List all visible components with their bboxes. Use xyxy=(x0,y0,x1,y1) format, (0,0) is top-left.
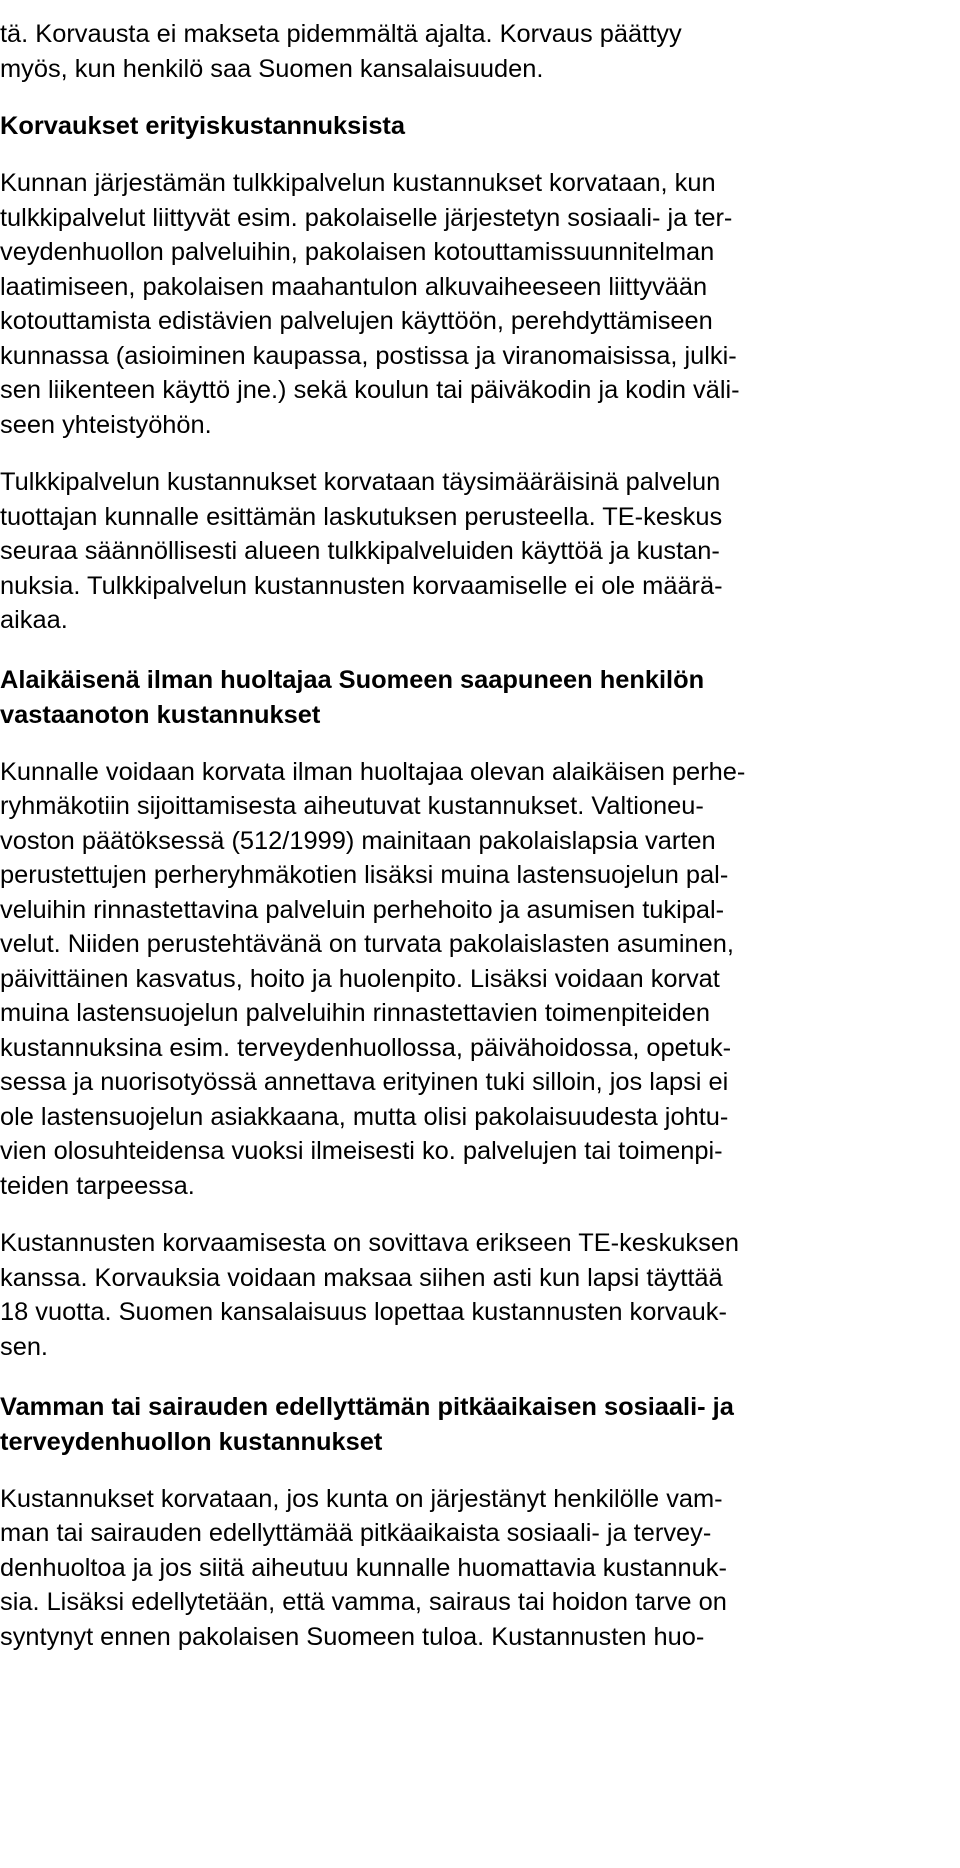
text-line: muina lastensuojelun palveluihin rinnastettavien toimenpiteiden xyxy=(0,999,710,1027)
text-line: vien olosuhteidensa vuoksi ilmeisesti ko. palvelujen tai toimenpi- xyxy=(0,1137,723,1165)
section-heading: Vamman tai sairauden edellyttämän pitkäaikaisen sosiaali- ja xyxy=(0,1393,734,1421)
section-heading: vastaanoton kustannukset xyxy=(0,701,321,729)
text-line: kanssa. Korvauksia voidaan maksaa siihen asti kun lapsi täyttää xyxy=(0,1264,723,1292)
text-line: tuottajan kunnalle esittämän laskutuksen perusteella. TE-keskus xyxy=(0,503,723,531)
text-line: ole lastensuojelun asiakkaana, mutta olisi pakolaisuudesta johtu- xyxy=(0,1103,729,1131)
text-line: veydenhuollon palveluihin, pakolaisen kotouttamissuunnitelman xyxy=(0,238,715,266)
section-heading: Alaikäisenä ilman huoltajaa Suomeen saapuneen henkilön xyxy=(0,666,705,694)
text-line: seuraa säännöllisesti alueen tulkkipalveluiden käyttöä ja kustan- xyxy=(0,537,720,565)
text-line: syntynyt ennen pakolaisen Suomeen tuloa. Kustannusten huo- xyxy=(0,1623,705,1651)
text-line: teiden tarpeessa. xyxy=(0,1172,195,1200)
text-line: sessa ja nuorisotyössä annettava erityinen tuki silloin, jos lapsi ei xyxy=(0,1068,729,1096)
text-line: kustannuksina esim. terveydenhuollossa, päivähoidossa, opetuk- xyxy=(0,1034,732,1062)
text-line: sia. Lisäksi edellytetään, että vamma, sairaus tai hoidon tarve on xyxy=(0,1588,727,1616)
text-line: veluihin rinnastettavina palveluin perhehoito ja asumisen tukipal- xyxy=(0,896,725,924)
text-line: voston päätöksessä (512/1999) mainitaan pakolaislapsia varten xyxy=(0,827,716,855)
text-line: sen. xyxy=(0,1333,48,1361)
text-line: Kustannusten korvaamisesta on sovittava erikseen TE-keskuksen xyxy=(0,1229,740,1257)
text-line: seen yhteistyöhön. xyxy=(0,411,212,439)
text-line: Kunnalle voidaan korvata ilman huoltajaa olevan alaikäisen perhe- xyxy=(0,758,746,786)
text-line: aikaa. xyxy=(0,606,68,634)
section-heading: Korvaukset erityiskustannuksista xyxy=(0,112,406,140)
text-line: nuksia. Tulkkipalvelun kustannusten korvaamiselle ei ole määrä- xyxy=(0,572,723,600)
text-line: ryhmäkotiin sijoittamisesta aiheutuvat kustannukset. Valtioneu- xyxy=(0,792,704,820)
text-line: velut. Niiden perustehtävänä on turvata pakolaislasten asuminen, xyxy=(0,930,734,958)
text-line: 18 vuotta. Suomen kansalaisuus lopettaa kustannusten korvauk- xyxy=(0,1298,727,1326)
text-line: man tai sairauden edellyttämää pitkäaikaista sosiaali- ja tervey- xyxy=(0,1519,712,1547)
text-line: kotouttamista edistävien palvelujen käyttöön, perehdyttämiseen xyxy=(0,307,713,335)
text-line: perustettujen perheryhmäkotien lisäksi muina lastensuojelun pal- xyxy=(0,861,729,889)
text-line: laatimiseen, pakolaisen maahantulon alkuvaiheeseen liittyvään xyxy=(0,273,708,301)
text-line: kunnassa (asioiminen kaupassa, postissa ja viranomaisissa, julki- xyxy=(0,342,737,370)
text-line: päivittäinen kasvatus, hoito ja huolenpito. Lisäksi voidaan korvat xyxy=(0,965,720,993)
text-line: sen liikenteen käyttö jne.) sekä koulun tai päiväkodin ja kodin väli- xyxy=(0,376,740,404)
text-line: Kustannukset korvataan, jos kunta on järjestänyt henkilölle vam- xyxy=(0,1485,723,1513)
text-line: Kunnan järjestämän tulkkipalvelun kustannukset korvataan, kun xyxy=(0,169,716,197)
text-line: Tulkkipalvelun kustannukset korvataan täysimääräisinä palvelun xyxy=(0,468,721,496)
section-heading: terveydenhuollon kustannukset xyxy=(0,1428,383,1456)
text-line: denhuoltoa ja jos siitä aiheutuu kunnalle huomattavia kustannuk- xyxy=(0,1554,727,1582)
text-line: myös, kun henkilö saa Suomen kansalaisuuden. xyxy=(0,55,544,83)
text-line: tä. Korvausta ei makseta pidemmältä ajalta. Korvaus päättyy xyxy=(0,20,682,48)
text-line: tulkkipalvelut liittyvät esim. pakolaiselle järjestetyn sosiaali- ja ter- xyxy=(0,204,733,232)
